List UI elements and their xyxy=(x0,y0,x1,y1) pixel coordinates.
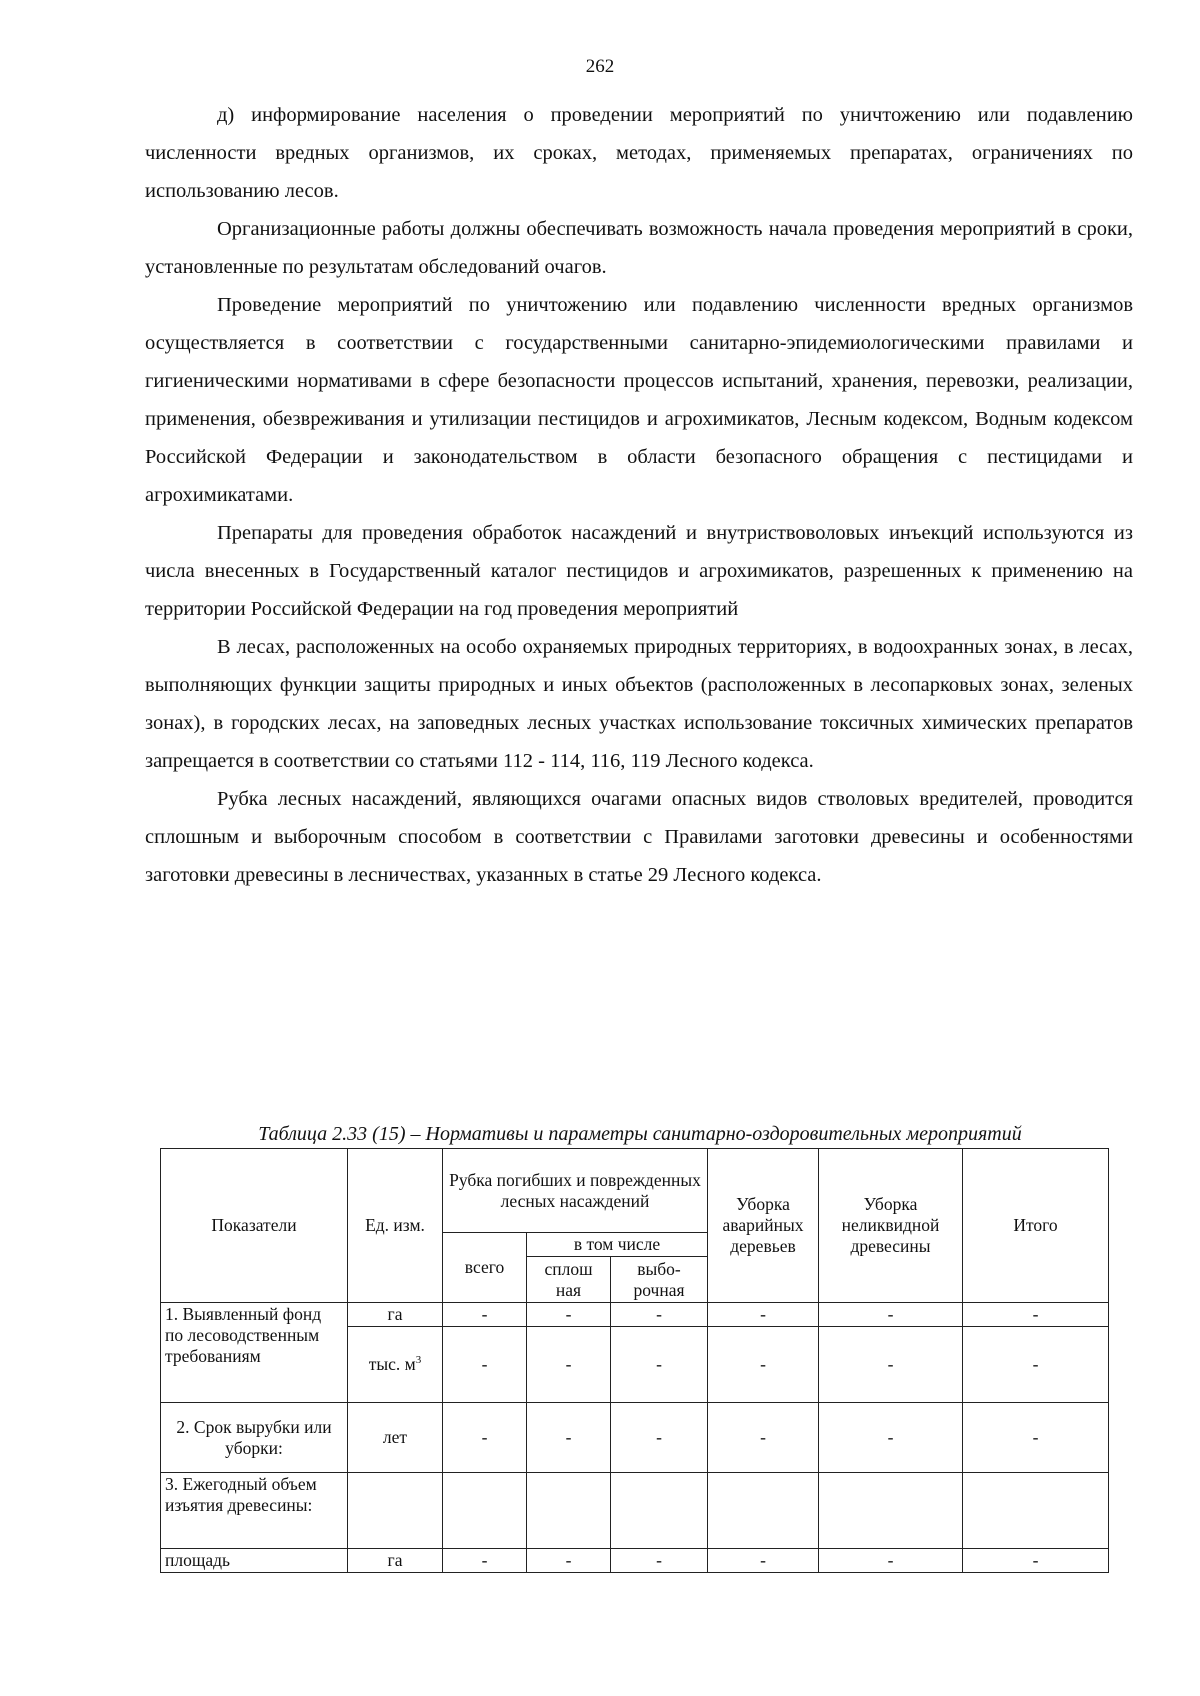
body-text xyxy=(145,96,1133,894)
value-cell: - xyxy=(527,1327,611,1403)
header-total: всего xyxy=(443,1233,527,1303)
paragraph: Организационные работы должны обеспечивать возможность начала проведения мероприятий в сроки, установленные по результатам обследований очагов. xyxy=(145,218,1133,278)
header-selective: выбо-рочная xyxy=(611,1257,708,1303)
value-cell: - xyxy=(443,1403,527,1473)
row-label: площадь xyxy=(161,1549,348,1573)
value-cell: - xyxy=(527,1303,611,1327)
paragraph: Препараты для проведения обработок насаждений и внутриствоволовых инъекций используются из числа внесенных в Государственный каталог пестицидов и агрохимикатов, разрешенных к применению на территории Российской Федерации на год проведения мероприятий xyxy=(145,522,1133,620)
value-cell: - xyxy=(708,1303,819,1327)
value-cell: - xyxy=(611,1549,708,1573)
row-label: 1. Выявленный фонд по лесоводственным требованиям xyxy=(161,1303,348,1403)
value-cell: - xyxy=(708,1549,819,1573)
unit-cell: га xyxy=(348,1303,443,1327)
empty-cell xyxy=(443,1473,527,1549)
value-cell: - xyxy=(443,1327,527,1403)
empty-cell xyxy=(348,1473,443,1549)
header-felling: Рубка погибших и поврежденных лесных насаждений xyxy=(443,1149,708,1233)
unit-cell xyxy=(348,1327,443,1403)
empty-cell xyxy=(527,1473,611,1549)
header-clear: сплош ная xyxy=(527,1257,611,1303)
paragraph: д) информирование населения о проведении мероприятий по уничтожению или подавлению численности вредных организмов, их сроках, методах, применяемых препаратах, ограничениях по использованию лесов. xyxy=(145,104,1133,202)
header-sum: Итого xyxy=(963,1149,1109,1303)
empty-cell xyxy=(611,1473,708,1549)
value-cell: - xyxy=(963,1403,1109,1473)
unit-cell: га xyxy=(348,1549,443,1573)
value-cell: - xyxy=(819,1549,963,1573)
header-illiquid: Уборка неликвидной древесины xyxy=(819,1149,963,1303)
norms-table xyxy=(160,1148,1109,1573)
value-cell: - xyxy=(611,1327,708,1403)
unit-cell: лет xyxy=(348,1403,443,1473)
header-unit: Ед. изм. xyxy=(348,1149,443,1303)
value-cell: - xyxy=(819,1303,963,1327)
table-row xyxy=(161,1549,1109,1573)
empty-cell xyxy=(708,1473,819,1549)
paragraph: В лесах, расположенных на особо охраняемых природных территориях, в водоохранных зонах, в лесах, выполняющих функции защиты природных и иных объектов (расположенных в лесопарковых зонах, зеленых зонах), в городских лесах, на заповедных лесных участках использование токсичных химических препаратов запрещается в соответствии со статьями 112 - 114, 116, 119 Лесного кодекса. xyxy=(145,636,1133,772)
unit-text: тыс. м xyxy=(368,1354,416,1374)
unit-superscript: 3 xyxy=(415,1354,422,1367)
value-cell: - xyxy=(611,1303,708,1327)
value-cell: - xyxy=(443,1303,527,1327)
header-emergency: Уборка аварийных деревьев xyxy=(708,1149,819,1303)
header-indicators: Показатели xyxy=(161,1149,348,1303)
value-cell: - xyxy=(819,1327,963,1403)
value-cell: - xyxy=(443,1549,527,1573)
value-cell: - xyxy=(527,1403,611,1473)
value-cell: - xyxy=(611,1403,708,1473)
paragraph: Проведение мероприятий по уничтожению или подавлению численности вредных организмов осуществляется в соответствии с государственными санитарно-эпидемиологическими правилами и гигиеническими нормативами в сфере безопасности процессов испытаний, хранения, перевозки, реализации, применения, обезвреживания и утилизации пестицидов и агрохимикатов, Лесным кодексом, Водным кодексом Российской Федерации и законодательством в области безопасного обращения с пестицидами и агрохимикатами. xyxy=(145,294,1133,506)
page-number: 262 xyxy=(585,56,615,77)
value-cell: - xyxy=(708,1327,819,1403)
row-label: 3. Ежегодный объем изъятия древесины: xyxy=(161,1473,348,1549)
table-row xyxy=(161,1303,1109,1327)
row-label: 2. Срок вырубки или уборки: xyxy=(161,1403,348,1473)
paragraph: Рубка лесных насаждений, являющихся очагами опасных видов стволовых вредителей, проводится сплошным и выборочным способом в соответствии с Правилами заготовки древесины и особенностями заготовки древесины в лесничествах, указанных в статье 29 Лесного кодекса. xyxy=(145,788,1133,886)
value-cell: - xyxy=(527,1549,611,1573)
table-row xyxy=(161,1403,1109,1473)
header-including: в том числе xyxy=(527,1233,708,1257)
value-cell: - xyxy=(963,1327,1109,1403)
empty-cell xyxy=(819,1473,963,1549)
value-cell: - xyxy=(819,1403,963,1473)
value-cell: - xyxy=(963,1549,1109,1573)
value-cell: - xyxy=(708,1403,819,1473)
table-row xyxy=(161,1473,1109,1549)
table-caption: Таблица 2.33 (15) – Нормативы и параметры санитарно-оздоровительных мероприятий xyxy=(258,1123,1022,1145)
value-cell: - xyxy=(963,1303,1109,1327)
empty-cell xyxy=(963,1473,1109,1549)
